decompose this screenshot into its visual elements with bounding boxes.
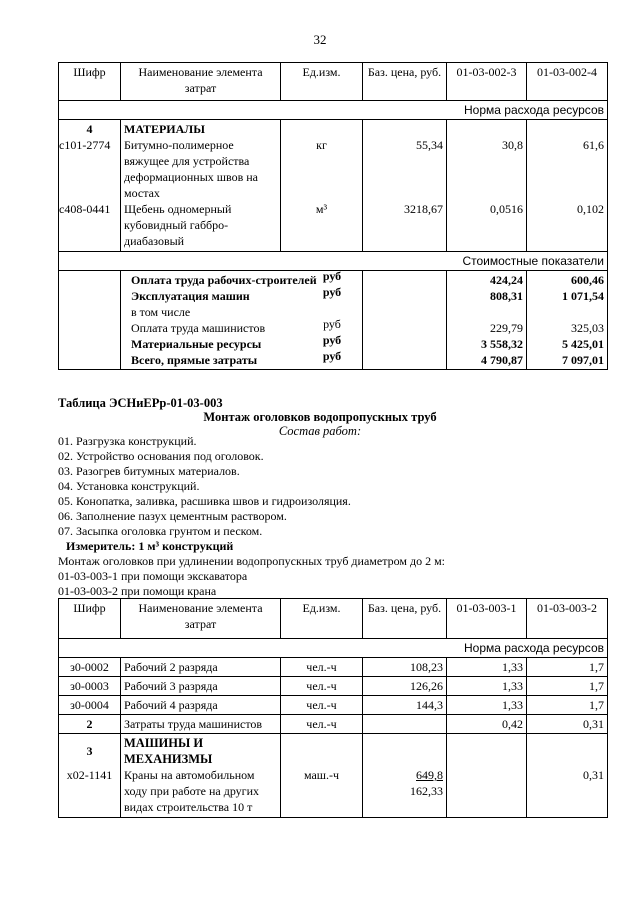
- list-item: 05. Конопатка, заливка, расшивка швов и гидроизоляция.: [58, 494, 351, 508]
- list-item: 01. Разгрузка конструкций.: [58, 434, 197, 448]
- row-unit: чел.-ч: [281, 658, 363, 677]
- list-item: 04. Установка конструкций.: [58, 479, 200, 493]
- total-unit: руб: [323, 317, 341, 331]
- row-v2: 0,31: [583, 768, 604, 782]
- row-unit: чел.-ч: [281, 696, 363, 715]
- row-v1: 1,33: [447, 677, 527, 696]
- row-price: 649,8: [416, 768, 443, 782]
- total-v2: 5 425,01: [562, 337, 604, 351]
- norm-row: [59, 101, 608, 120]
- col-unit: Ед.изм.: [281, 599, 363, 639]
- variant-line: 01-03-003-2 при помощи крана: [58, 584, 217, 598]
- total-v2: 7 097,01: [562, 353, 604, 367]
- total-name: Эксплуатация машин: [131, 289, 250, 303]
- cost-label: Стоимостные показатели: [59, 252, 608, 271]
- total-name: Всего, прямые затраты: [131, 353, 258, 367]
- col-code: Шифр: [59, 63, 121, 101]
- total-unit: руб: [322, 333, 342, 347]
- norm-row: [59, 639, 608, 658]
- row-code: с408-0441: [59, 202, 111, 216]
- row-unit: кг: [316, 138, 327, 152]
- col-v1: 01-03-003-1: [447, 599, 527, 639]
- list-item: 07. Засыпка оголовка грунтом и песком.: [58, 524, 263, 538]
- row-price: 108,23: [363, 658, 447, 677]
- row-unit: чел.-ч: [281, 677, 363, 696]
- row-name: Битумно-полимерное вяжущее для устройства деформационных швов на мостах: [124, 138, 258, 200]
- section-subtitle: Состав работ:: [278, 424, 362, 438]
- total-name: Оплата труда рабочих-строителей: [131, 273, 317, 287]
- resource-table-2: [58, 598, 608, 818]
- list-item: 03. Разогрев битумных материалов.: [58, 464, 240, 478]
- total-name: Оплата труда машинистов: [131, 321, 266, 335]
- total-unit: руб: [322, 269, 342, 283]
- row-code: з0-0002: [59, 658, 121, 677]
- col-price: Баз. цена, руб.: [363, 63, 447, 101]
- row-v1: 1,33: [447, 658, 527, 677]
- total-v1: 3 558,32: [481, 337, 523, 351]
- col-v2: 01-03-002-4: [527, 63, 608, 101]
- row-v1: 30,8: [502, 138, 523, 152]
- works-list: [58, 434, 618, 599]
- total-v2: 600,46: [571, 273, 604, 287]
- col-code: Шифр: [59, 599, 121, 639]
- table-header: [59, 599, 608, 639]
- total-v2: 1 071,54: [562, 289, 604, 303]
- totals-units: [303, 268, 361, 364]
- row-name: Затраты труда машинистов: [121, 715, 281, 734]
- section-number: 2: [59, 715, 121, 734]
- row-name: Рабочий 4 разряда: [121, 696, 281, 715]
- list-item: 02. Устройство основания под оголовок.: [58, 449, 264, 463]
- col-name: Наименование элемента затрат: [121, 599, 281, 639]
- row-price: 144,3: [363, 696, 447, 715]
- row-price: 3218,67: [404, 202, 443, 216]
- norm-label: Норма расхода ресурсов: [59, 639, 608, 658]
- total-v2: 325,03: [571, 321, 604, 335]
- section-number: 3: [86, 744, 93, 758]
- table-row: [59, 734, 608, 818]
- row-v1: 1,33: [447, 696, 527, 715]
- total-unit: руб: [322, 349, 342, 363]
- row-v2: 1,7: [527, 677, 608, 696]
- row-v2: 61,6: [583, 138, 604, 152]
- table-row: [59, 120, 608, 252]
- section-title: Монтаж оголовков водопропускных труб: [203, 410, 437, 424]
- row-v2: 0,102: [577, 202, 604, 216]
- row-price: 126,26: [363, 677, 447, 696]
- col-unit: Ед.изм.: [281, 63, 363, 101]
- row-name: Краны на автомобильном ходу при работе на других видах строительства 10 т: [124, 768, 260, 814]
- total-v1: 4 790,87: [481, 353, 523, 367]
- page-number: 32: [313, 32, 327, 47]
- total-v1: 424,24: [490, 273, 523, 287]
- total-name: в том числе: [131, 305, 191, 319]
- variant-line: 01-03-003-1 при помощи экскаватора: [58, 569, 248, 583]
- row-v2: 1,7: [527, 658, 608, 677]
- section-title: МАТЕРИАЛЫ: [124, 122, 205, 136]
- table-header: [59, 63, 608, 101]
- measure-line: Измеритель: 1 м³ конструкций: [66, 539, 234, 553]
- row-v1: 0,0516: [490, 202, 523, 216]
- col-v1: 01-03-002-3: [447, 63, 527, 101]
- row-v2: 1,7: [527, 696, 608, 715]
- row-code: с101-2774: [59, 138, 111, 152]
- row-name: Рабочий 2 разряда: [121, 658, 281, 677]
- row-code: з0-0004: [59, 696, 121, 715]
- section-number: 4: [86, 122, 93, 136]
- row-price: 162,33: [410, 784, 443, 798]
- table-row: [59, 658, 608, 677]
- row-unit: маш.-ч: [303, 768, 340, 782]
- total-v1: 808,31: [490, 289, 523, 303]
- row-unit: м³: [315, 202, 328, 216]
- table-row: [59, 696, 608, 715]
- description-line: Монтаж оголовков при удлинении водопропускных труб диаметром до 2 м:: [58, 554, 445, 568]
- row-unit: чел.-ч: [281, 715, 363, 734]
- table-row: [59, 715, 608, 734]
- row-v1: 0,42: [447, 715, 527, 734]
- row-price: 55,34: [416, 138, 443, 152]
- col-v2: 01-03-003-2: [527, 599, 608, 639]
- row-code: х02-1141: [66, 768, 113, 782]
- row-name: Рабочий 3 разряда: [121, 677, 281, 696]
- row-code: з0-0003: [59, 677, 121, 696]
- total-unit: руб: [322, 285, 342, 299]
- table-id: Таблица ЭСНиЕРр-01-03-003: [58, 396, 223, 410]
- list-item: 06. Заполнение пазух цементным раствором.: [58, 509, 287, 523]
- row-name: Щебень одномерный кубовидный габбро-диабазовый: [124, 202, 232, 248]
- section-title: МАШИНЫ И МЕХАНИЗМЫ: [124, 736, 213, 766]
- total-name: Материальные ресурсы: [131, 337, 262, 351]
- col-price: Баз. цена, руб.: [363, 599, 447, 639]
- total-v1: 229,79: [490, 321, 523, 335]
- col-name: Наименование элемента затрат: [121, 63, 281, 101]
- norm-label: Норма расхода ресурсов: [59, 101, 608, 120]
- table-row: [59, 677, 608, 696]
- row-v2: 0,31: [527, 715, 608, 734]
